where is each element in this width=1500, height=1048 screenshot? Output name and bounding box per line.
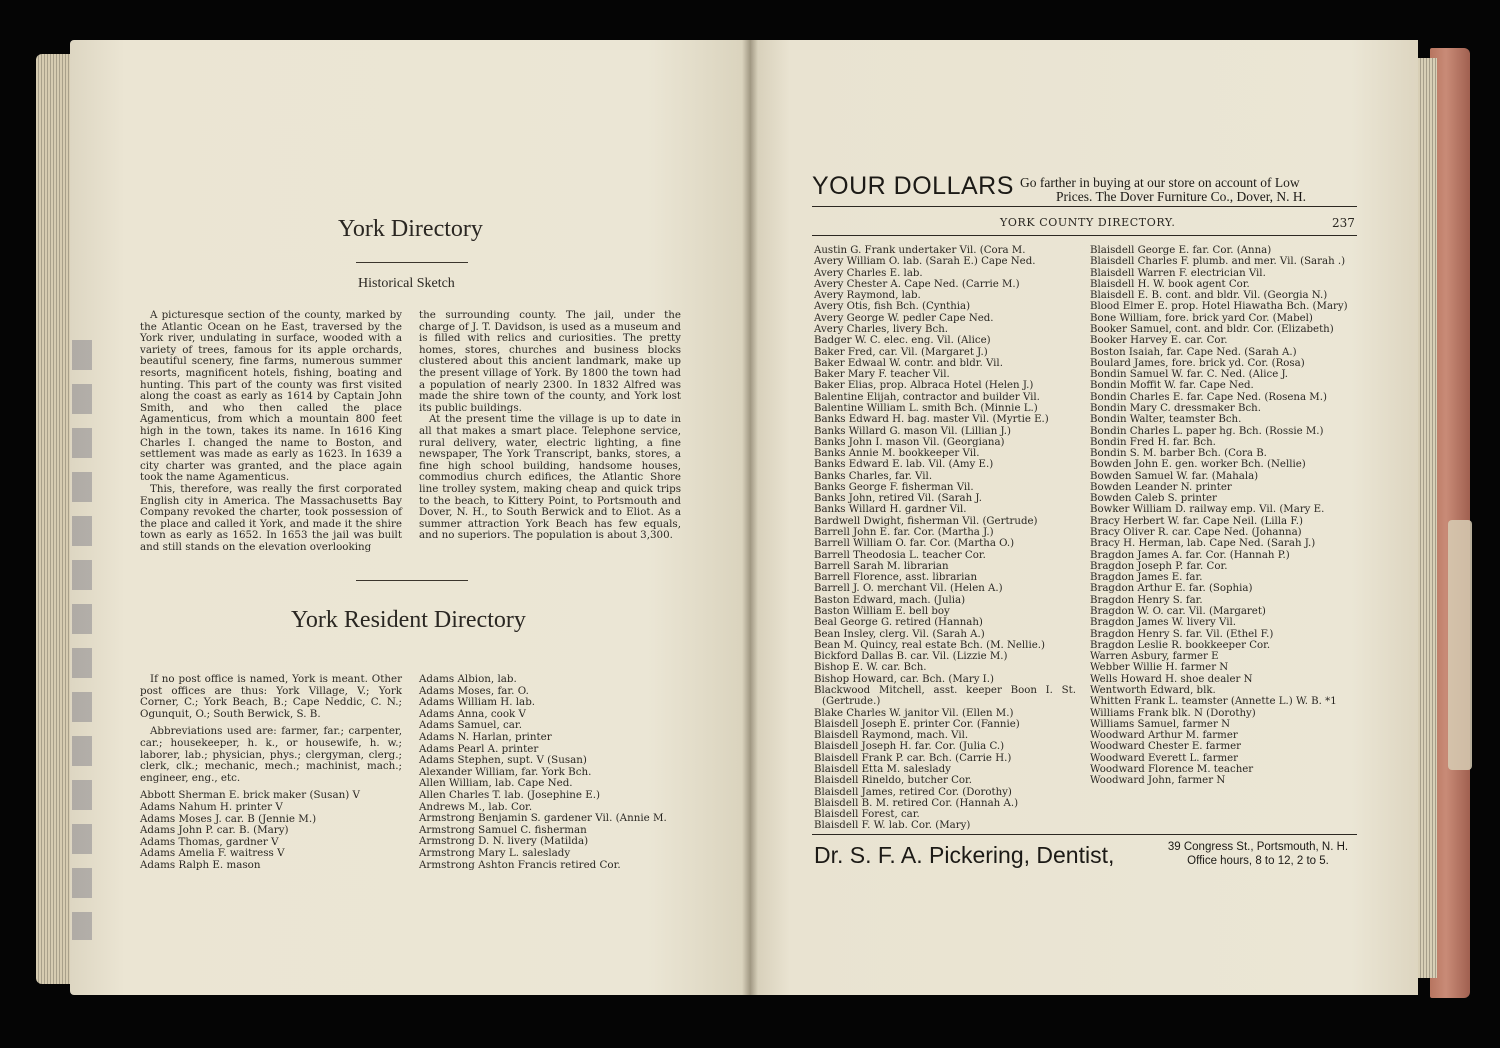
directory-entry: Blaisdell Frank P. car. Bch. (Carrie H.)	[814, 752, 1012, 764]
paragraph: This, therefore, was really the first corporated English city in America. The Massachusetts Bay Company revoked the charter, took possession of the place and called it York, and made it the shire town as early as 1652. In 1653 the jail was built and still stands on the elevation overlooking	[140, 482, 402, 553]
directory-entry: Blaisdell Joseph H. far. Cor. (Julia C.)	[814, 741, 1005, 753]
directory-entry: Adams Nahum H. printer V	[140, 800, 283, 813]
directory-entry: Adams Samuel, car.	[419, 719, 522, 732]
page-edges-right	[1415, 58, 1437, 978]
directory-entry: Blaisdell George E. far. Cor. (Anna)	[1090, 245, 1272, 256]
directory-entry: Bragdon James E. far.	[1090, 572, 1203, 584]
directory-entry: Adams William H. lab.	[419, 696, 536, 709]
directory-entry: Bracy Herbert W. far. Cape Neil. (Lilla F.)	[1090, 515, 1304, 527]
directory-entry: Bracy Oliver R. car. Cape Ned. (Johanna)	[1090, 527, 1302, 539]
resident-column-left	[140, 674, 402, 872]
directory-entry: Bragdon Arthur E. far. (Sophia)	[1090, 583, 1253, 595]
directory-entry: Banks Edward H. bag. master Vil. (Myrtie E.)	[814, 414, 1049, 426]
book-gutter	[742, 40, 758, 995]
resident-directory-title: York Resident Directory	[291, 607, 526, 633]
directory-entry: Blaisdell E. B. cont. and bldr. Vil. (Georgia N.)	[1090, 290, 1328, 302]
directory-column-right	[1090, 245, 1352, 787]
directory-entry: Blake Charles W. janitor Vil. (Ellen M.)	[814, 707, 1014, 719]
directory-entry: Andrews M., lab. Cor.	[419, 800, 533, 813]
directory-entry: Banks Edward E. lab. Vil. (Amy E.)	[814, 459, 994, 471]
directory-entry: Bragdon Joseph P. far. Cor.	[1090, 560, 1228, 572]
directory-entry: Abbott Sherman E. brick maker (Susan) V	[140, 789, 360, 802]
directory-entry: Baston William E. bell boy	[814, 606, 950, 617]
directory-entry: Blaisdell James, retired Cor. (Dorothy)	[814, 786, 1012, 798]
directory-entry: Banks John I. mason Vil. (Georgiana)	[814, 436, 1005, 448]
directory-entry: Alexander William, far. York Bch.	[419, 765, 592, 778]
directory-entry: Adams N. Harlan, printer	[419, 730, 552, 743]
directory-entry: Austin G. Frank undertaker Vil. (Cora M.	[814, 245, 1026, 256]
directory-entry: Blaisdell Warren F. electrician Vil.	[1090, 267, 1266, 279]
sketch-column-right	[419, 310, 681, 542]
directory-entry: Wentworth Edward, blk.	[1090, 684, 1216, 696]
directory-entry: Adams Albion, lab.	[419, 673, 517, 685]
directory-entry: Baker Edwaal W. contr. and bldr. Vil.	[814, 357, 1003, 369]
directory-entry: Webber Willie H. farmer N	[1090, 662, 1229, 674]
directory-entry: Adams Thomas, gardner V	[140, 835, 279, 848]
directory-entry: Adams Anna, cook V	[419, 707, 526, 720]
directory-entry: Bondin Walter, teamster Bch.	[1090, 414, 1242, 426]
directory-entry: Bowden Leander N. printer	[1090, 481, 1232, 493]
directory-entry: Bickford Dallas B. car. Vil. (Lizzie M.)	[814, 651, 1008, 663]
directory-entry: Bragdon Henry S. far.	[1090, 594, 1203, 606]
directory-entry: Baker Fred, car. Vil. (Margaret J.)	[814, 346, 988, 358]
directory-entry: Bragdon James W. livery Vil.	[1090, 617, 1236, 629]
dentist-ad-name: Dr. S. F. A. Pickering, Dentist,	[814, 842, 1115, 868]
directory-entry: Woodward Arthur M. farmer	[1090, 730, 1238, 742]
directory-entry: Armstrong D. N. livery (Matilda)	[419, 835, 589, 848]
directory-entry: Bowden Samuel W. far. (Mahala)	[1090, 470, 1259, 482]
directory-entry: Boulard James, fore. brick yd. Cor. (Rosa)	[1090, 357, 1305, 369]
directory-entry: Bishop Howard, car. Bch. (Mary I.)	[814, 673, 994, 685]
directory-entry: Blaisdell Etta M. saleslady	[814, 763, 951, 775]
directory-entry: Woodward Everett L. farmer	[1090, 752, 1239, 764]
directory-entry: Bowker William D. railway emp. Vil. (Mary E.	[1090, 504, 1325, 516]
directory-entry: Bean Insley, clerg. Vil. (Sarah A.)	[814, 628, 985, 640]
sketch-column-left	[140, 310, 402, 553]
directory-entry: Bowden Caleb S. printer	[1090, 493, 1217, 505]
directory-entry: Blood Elmer E. prop. Hotel Hiawatha Bch. (Mary)	[1090, 301, 1348, 313]
directory-entry: Bone William, fore. brick yard Cor. (Mabel)	[1090, 312, 1313, 324]
directory-entry: Bondin Fred H. far. Bch.	[1090, 436, 1216, 448]
paragraph: A picturesque section of the county, marked by the Atlantic Ocean on he East, traversed by the York river, undulating in surface, wooded with a variety of trees, famous for its apple orchards, beautiful scenery, fine farms, numerous summer resorts, magnificent hotels, fishing, boating and hunting. This part of the county was first visited along the coast as early as 1614 by Captain John Smith, and who then called the place Agamenticus, from which a mountain 800 feet high in the town, takes its name. In 1616 King Charles I. changed the name to Boston, and settlement was made as early as 1623. In 1639 a city charter was granted, and the place again took the name Agamenticus.	[140, 309, 402, 484]
paragraph: the surrounding county. The jail, under the charge of J. T. Davidson, is used as a museum and is filled with relics and curiosities. The pretty homes, stores, churches and business blocks clustered about this ancient landmark, make up the present village of York. By 1800 the town had a population of nearly 2300. In 1832 Alfred was made the shire town of the county, and York lost its public buildings.	[419, 309, 681, 414]
directory-entry: Armstrong Benjamin S. gardener Vil. (Annie M.	[419, 812, 667, 825]
intro-paragraph: If no post office is named, York is meant. Other post offices are thus: York Village, V.; York Corner, C.; York Beach, B.; Cape Neddic, C. N.; Ogunquit, O.; South Berwick, S. B.	[140, 673, 402, 720]
directory-entry: Barrell John E. far. Cor. (Martha J.)	[814, 527, 994, 539]
directory-entry: Armstrong Samuel C. fisherman	[419, 823, 587, 836]
directory-entry: Blaisdell Raymond, mach. Vil.	[814, 730, 969, 742]
ad-line: Prices. The Dover Furniture Co., Dover, N. H.	[1056, 189, 1307, 204]
directory-entry: Banks Willard H. gardner Vil.	[814, 504, 967, 516]
directory-entry: Avery George W. pedler Cape Ned.	[814, 312, 994, 324]
torn-page-edge	[1448, 520, 1472, 770]
directory-entry: Bondin Moffit W. far. Cape Ned.	[1090, 380, 1254, 392]
directory-entry: Blaisdell Charles F. plumb. and mer. Vil. (Sarah .)	[1090, 256, 1346, 268]
directory-entry: Avery Chester A. Cape Ned. (Carrie M.)	[814, 278, 1020, 290]
directory-entry: Blaisdell F. W. lab. Cor. (Mary)	[814, 820, 971, 832]
directory-entry: Bondin Charles L. paper hg. Bch. (Rossie M.)	[1090, 425, 1324, 437]
directory-entry: Bragdon James A. far. Cor. (Hannah P.)	[1090, 549, 1290, 561]
directory-entry: Adams John P. car. B. (Mary)	[140, 824, 289, 837]
directory-entry: Avery Otis, fish Bch. (Cynthia)	[814, 301, 971, 313]
divider-rule	[812, 834, 1357, 835]
directory-entry: Bowden John E. gen. worker Bch. (Nellie)	[1090, 459, 1306, 471]
directory-entry: Woodward Chester E. farmer	[1090, 741, 1242, 753]
directory-entry: Allen Charles T. lab. (Josephine E.)	[419, 788, 601, 801]
directory-entry: Armstrong Ashton Francis retired Cor.	[419, 858, 621, 871]
directory-entry: Avery William O. lab. (Sarah E.) Cape Ned.	[814, 256, 1036, 268]
directory-entry: Barrell J. O. merchant Vil. (Helen A.)	[814, 583, 1003, 595]
directory-entry: Bondin S. M. barber Bch. (Cora B.	[1090, 448, 1267, 460]
directory-entry: Warren Asbury, farmer E	[1090, 651, 1219, 663]
directory-entry: Bragdon Leslie R. bookkeeper Cor.	[1090, 639, 1271, 651]
directory-entry: Baker Mary F. teacher Vil.	[814, 369, 950, 381]
directory-entry: Blaisdell Joseph E. printer Cor. (Fannie)	[814, 718, 1020, 730]
directory-entry: Bragdon W. O. car. Vil. (Margaret)	[1090, 606, 1266, 617]
ad-body	[1020, 176, 1360, 204]
directory-entry: Banks George F. fisherman Vil.	[814, 481, 974, 493]
directory-entry: Blaisdell H. W. book agent Cor.	[1090, 278, 1250, 290]
paragraph: At the present time the village is up to date in all that makes a smart place. Telephone service, rural delivery, water, electric lighting, a fine newspaper, The York Transcript, banks, stores, a fine high school building, handsome houses, commodius church edifices, the Atlantic Shore line trolley system, making cheap and quick trips to the beach, to Kittery Point, to Portsmouth and Dover, N. H., to South Berwick and to Eliot. As a summer attraction York Beach has few equals, and no superiors. The population is about 3,300.	[419, 413, 681, 542]
directory-entry: Barrell Theodosia L. teacher Cor.	[814, 549, 986, 561]
directory-entry: Barrell William O. far. Cor. (Martha O.)	[814, 538, 1015, 550]
directory-entry: Whitten Frank L. teamster (Annette L.) W. B. *1	[1090, 696, 1337, 708]
directory-entry: Avery Charles E. lab.	[814, 267, 923, 279]
directory-entry: Barrell Sarah M. librarian	[814, 560, 949, 572]
directory-entry: Bean M. Quincy, real estate Bch. (M. Nellie.)	[814, 639, 1045, 651]
directory-entry: Avery Charles, livery Bch.	[814, 323, 949, 335]
page-number: 237	[1332, 216, 1355, 230]
directory-entry: Adams Moses, far. O.	[419, 684, 529, 697]
directory-entry: Baston Edward, mach. (Julia)	[814, 594, 966, 606]
directory-entry: Williams Frank blk. N (Dorothy)	[1090, 707, 1256, 719]
ad-address-line: 39 Congress St., Portsmouth, N. H.	[1167, 841, 1349, 853]
resident-column-right	[419, 674, 681, 871]
divider-rule	[356, 580, 468, 581]
directory-entry: Blaisdell B. M. retired Cor. (Hannah A.)	[814, 797, 1019, 809]
directory-entry: Boston Isaiah, far. Cape Ned. (Sarah A.)	[1090, 346, 1297, 358]
directory-column-left	[814, 245, 1076, 832]
directory-entry: Balentine Elijah, contractor and builder Vil.	[814, 391, 1040, 403]
ad-hours-line: Office hours, 8 to 12, 2 to 5.	[1187, 855, 1329, 867]
directory-entry: Avery Raymond, lab.	[814, 290, 921, 302]
directory-entry: Bondin Mary C. dressmaker Bch.	[1090, 402, 1261, 414]
dentist-ad-address	[1158, 840, 1358, 868]
directory-entry: Bondin Samuel W. far. C. Ned. (Alice J.	[1090, 369, 1288, 381]
directory-entry: Bragdon Henry S. far. Vil. (Ethel F.)	[1090, 628, 1274, 640]
directory-entry: Bardwell Dwight, fisherman Vil. (Gertrude)	[814, 515, 1038, 527]
directory-entry: Wells Howard H. shoe dealer N	[1090, 673, 1253, 685]
section-subtitle: Historical Sketch	[358, 276, 455, 291]
divider-rule	[812, 206, 1357, 207]
directory-entry: Allen William, lab. Cape Ned.	[419, 777, 573, 790]
directory-entry: Blaisdell Forest, car.	[814, 809, 920, 821]
directory-entry: Bondin Charles E. far. Cape Ned. (Rosena M.)	[1090, 391, 1327, 403]
directory-entry: Adams Moses J. car. B (Jennie M.)	[140, 812, 317, 825]
directory-entry: Williams Samuel, farmer N	[1090, 718, 1230, 730]
directory-entry: Balentine William L. smith Bch. (Minnie L.)	[814, 402, 1038, 414]
directory-entry: Bracy H. Herman, lab. Cape Ned. (Sarah J.)	[1090, 538, 1316, 550]
divider-rule	[812, 235, 1357, 236]
directory-entry: Beal George G. retired (Hannah)	[814, 617, 983, 629]
directory-entry: Barrell Florence, asst. librarian	[814, 572, 978, 584]
directory-entry: Banks Annie M. bookkeeper Vil.	[814, 448, 980, 460]
library-stamp-mark	[72, 340, 92, 940]
directory-entry: Baker Elias, prop. Albraca Hotel (Helen J.)	[814, 380, 1034, 392]
directory-entry: Adams Ralph E. mason	[140, 858, 261, 871]
directory-entry: Banks Charles, far. Vil.	[814, 470, 933, 482]
directory-entry: Bishop E. W. car. Bch.	[814, 662, 927, 674]
directory-entry: Woodward Florence M. teacher	[1090, 763, 1254, 775]
divider-rule	[356, 262, 468, 263]
directory-entry: Woodward John, farmer N	[1090, 775, 1226, 787]
directory-entry: Banks Willard G. mason Vil. (Lillian J.)	[814, 425, 1011, 437]
directory-entry: Blaisdell Rineldo, butcher Cor.	[814, 775, 973, 787]
directory-entry: Adams Pearl A. printer	[419, 742, 539, 755]
directory-entry: Blackwood Mitchell, asst. keeper Boon I. St. (Gertrude.)	[814, 684, 1076, 708]
directory-entry: Booker Harvey E. car. Cor.	[1090, 335, 1228, 347]
directory-entry: Adams Stephen, supt. V (Susan)	[419, 754, 587, 767]
directory-entry: Badger W. C. elec. eng. Vil. (Alice)	[814, 335, 991, 347]
abbreviations-paragraph: Abbreviations used are: farmer, far.; carpenter, car.; housekeeper, h. k., or housewife, h. w.; laborer, lab.; physician, phys.; clergyman, clerg.; clerk, clk.; mechanic, mech.; machinist, mach.; engineer, eng., etc.	[140, 725, 402, 784]
running-head: YORK COUNTY DIRECTORY.	[1000, 216, 1176, 229]
page-title: York Directory	[338, 216, 483, 242]
directory-entry: Banks John, retired Vil. (Sarah J.	[814, 493, 982, 505]
directory-entry: Adams Amelia F. waitress V	[140, 847, 285, 860]
directory-entry: Armstrong Mary L. saleslady	[419, 846, 571, 859]
ad-headline: YOUR DOLLARS	[812, 172, 1014, 200]
ad-line: Go farther in buying at our store on account of Low	[1020, 175, 1300, 190]
directory-entry: Booker Samuel, cont. and bldr. Cor. (Elizabeth)	[1090, 323, 1334, 335]
